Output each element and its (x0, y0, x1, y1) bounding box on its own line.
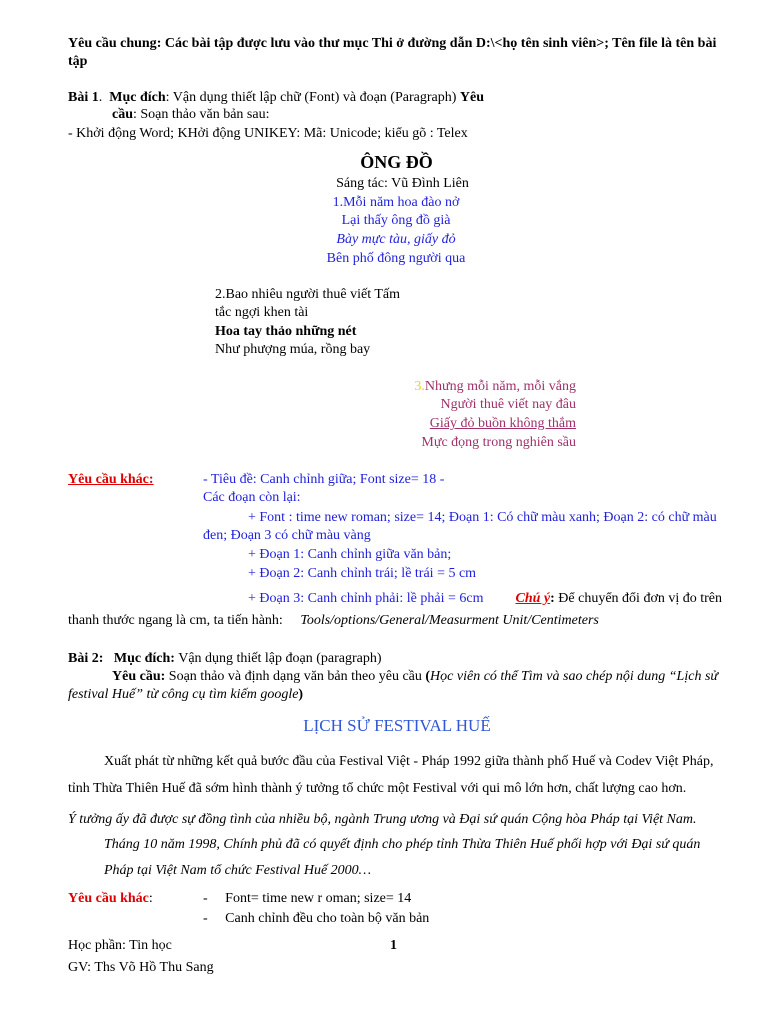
stanza2-line: 2.Bao nhiêu người thuê viết Tấm (215, 287, 401, 302)
bai1-purpose-text: : Vận dụng thiết lập chữ (Font) và đoạn (Paragraph) (165, 90, 457, 105)
stanza3-line: Người thuê viết nay đâu (440, 397, 576, 412)
note-line2: thanh thước ngang là cm, ta tiến hành: (68, 613, 283, 628)
bai1-other-label: Yêu cầu khác: (68, 472, 154, 487)
festival-title: LỊCH SỬ FESTIVAL HUẾ (303, 716, 491, 735)
stanza3-line-text: Nhưng mỗi năm, mỗi vắng (424, 379, 576, 394)
page-number: 1 (390, 938, 397, 953)
stanza1-line: Bên phố đông người qua (326, 251, 466, 266)
bai1-other-item: đen; Đoạn 3 có chữ màu vàng (203, 528, 371, 543)
bai2-req-line2: festival Huế” từ công cụ tìm kiếm google) (68, 687, 304, 702)
stanza3-line: Mực đọng trong nghiên sầu (421, 435, 576, 450)
para2-line: Tháng 10 năm 1998, Chính phủ đã có quyết định cho phép tỉnh Thừa Thiên Huế phối hợp với Đại sứ quán (104, 837, 701, 852)
bai2-requirement: Yêu cầu: Soạn thảo và định dạng văn bản theo yêu cầu (Học viên có thể Tìm và sao chép nội dung “Lịch sử (112, 669, 719, 684)
bai1-purpose-label: Mục đích (109, 90, 166, 105)
general-requirement (68, 35, 716, 53)
bai1-other-item: + Font : time new roman; size= 14; Đoạn 1: Có chữ màu xanh; Đoạn 2: có chữ màu (248, 510, 717, 525)
bai2-req-italic2: festival Huế” từ công cụ tìm kiếm google (68, 687, 299, 702)
bai1-other-item: + Đoạn 3: Canh chỉnh phải: lề phải = 6cm (248, 591, 484, 606)
para2-line: Ý tưởng ấy đã được sự đồng tình của nhiều bộ, ngành Trung ương và Đại sứ quán Cộng hòa Pháp tại Việt Nam. (68, 812, 697, 827)
footer-course: Học phần: Tin học (68, 938, 172, 953)
bai2-other-item: - Canh chỉnh đều cho toàn bộ văn bản (203, 911, 430, 926)
stanza1-line: Lại thấy ông đồ già (341, 213, 451, 228)
general-req-line2: tập (68, 54, 88, 69)
bai1-note-line: + Đoạn 3: Canh chỉnh phải: lề phải = 6cm Chú ý: Để chuyển đổi đơn vị đo trên (248, 591, 722, 606)
bai2-other: Yêu cầu khác: (68, 891, 153, 906)
note-path: Tools/options/General/Measurment Unit/Centimeters (300, 613, 599, 628)
bai1-requirement (112, 106, 269, 124)
bai2-purpose (68, 650, 382, 668)
note-label: Chú ý (515, 591, 551, 606)
bai1-step: - Khởi động Word; KHởi động UNIKEY: Mã: Unicode; kiểu gõ : Telex (68, 126, 468, 141)
stanza3-line (414, 378, 576, 396)
bai1-other-item: + Đoạn 2: Canh chỉnh trái; lề trái = 5 cm (248, 566, 477, 581)
bai2-number: Bài 2: (68, 651, 104, 666)
poem-author: Sáng tác: Vũ Đình Liên (336, 176, 469, 191)
bai1-note-line2 (68, 612, 599, 630)
stanza2-line: Như phượng múa, rồng bay (215, 342, 371, 357)
bai2-other-label: Yêu cầu khác (68, 891, 149, 906)
stanza2-line: Hoa tay thảo những nét (215, 324, 357, 339)
bai1-other-item: + Đoạn 1: Canh chỉnh giữa văn bản; (248, 547, 452, 562)
bai1-other-item: - Tiêu đề: Canh chỉnh giữa; Font size= 18 - (203, 472, 445, 487)
bai2-req-text: Soạn thảo và định dạng văn bản theo yêu cầu (168, 669, 422, 684)
bai2-other-item: - Font= time new r oman; size= 14 (203, 891, 412, 906)
bai1-yeu: Yêu (459, 90, 485, 105)
para2-line: Pháp tại Việt Nam tổ chức Festival Huế 2000… (104, 863, 372, 878)
poem-title: ÔNG ĐỒ (360, 152, 433, 172)
bai2-purpose-label: Mục đích: (113, 651, 175, 666)
stanza2-line: tắc ngợi khen tài (215, 305, 309, 320)
general-req-text: : Các bài tập được lưu vào thư mục Thi ở đường dẫn D:\<họ tên sinh viên>; Tên file là tên bài (156, 36, 717, 51)
stanza1-line: 1.Mỗi năm hoa đào nở (332, 195, 460, 210)
bai1-purpose: Bài 1. Mục đích: Vận dụng thiết lập chữ (Font) và đoạn (Paragraph) Yêu (68, 90, 485, 105)
stanza3-line: Giấy đỏ buồn không thắm (429, 416, 576, 431)
stanza3-number: 3. (414, 379, 425, 394)
bai2-other-text: Canh chỉnh đều cho toàn bộ văn bản (225, 911, 430, 926)
bai2-other-text: Font= time new r oman; size= 14 (225, 891, 412, 906)
bai1-number: Bài 1 (68, 90, 99, 105)
footer-teacher: GV: Ths Võ Hồ Thu Sang (68, 960, 214, 975)
bai2-req-italic: Học viên có thể Tìm và sao chép nội dung “Lịch sử (430, 669, 719, 684)
general-req-label: Yêu cầu chung (68, 36, 157, 51)
bai2-req-label: Yêu cầu: (112, 669, 166, 684)
note-text: Để chuyển đổi đơn vị đo trên (558, 591, 722, 606)
bai2-purpose-text: Vận dụng thiết lập đoạn (paragraph) (178, 651, 382, 666)
para1-line: Xuất phát từ những kết quả bước đầu của Festival Việt - Pháp 1992 giữa thành phố Huế và Codev Việt Pháp, (104, 754, 714, 769)
bai1-other-item: Các đoạn còn lại: (203, 490, 301, 505)
stanza1-line: Bày mực tàu, giấy đỏ (336, 232, 456, 247)
bai1-cau: cầu (112, 107, 133, 122)
bai1-req-text: : Soạn thảo văn bản sau: (133, 107, 270, 122)
para1-line: tỉnh Thừa Thiên Huế đã sớm hình thành ý tưởng tổ chức một Festival với qui mô lớn hơn, chất lượng cao hơn. (68, 781, 687, 796)
